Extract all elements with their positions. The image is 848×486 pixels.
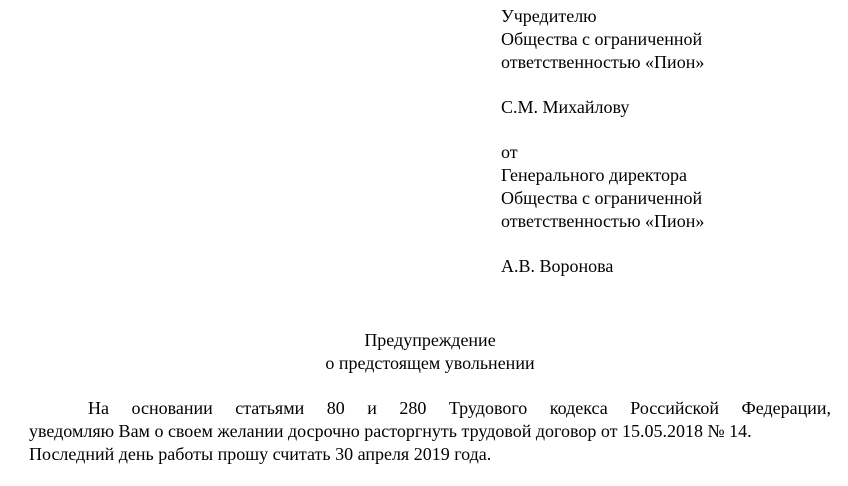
body-word: Российской bbox=[630, 398, 719, 418]
sender-label: от bbox=[501, 142, 518, 162]
body-word: Трудового bbox=[448, 398, 528, 418]
body-line-2: уведомляю Вам о своем желании досрочно расторгнуть трудовой договор от 15.05.2018 № 14. bbox=[29, 421, 752, 441]
sender-name: А.В. Воронова bbox=[501, 256, 614, 276]
body-line-1 bbox=[29, 397, 831, 420]
sender-position: Генерального директора bbox=[501, 165, 687, 185]
recipient-org-line-2: ответственностью «Пион» bbox=[501, 52, 705, 72]
body-word: Федерации, bbox=[741, 398, 831, 418]
body-word: основании bbox=[131, 398, 213, 418]
body-word: статьями bbox=[235, 398, 305, 418]
document-body bbox=[29, 397, 831, 466]
sender-org-line-2: ответственностью «Пион» bbox=[501, 211, 705, 231]
body-word: и bbox=[367, 398, 377, 418]
document-subtitle: о предстоящем увольнении bbox=[325, 353, 535, 373]
document-title: Предупреждение bbox=[364, 330, 496, 350]
addressee-block bbox=[501, 5, 704, 278]
body-word: 80 bbox=[326, 398, 345, 418]
body-word: 280 bbox=[399, 398, 427, 418]
recipient-org-line-1: Общества с ограниченной bbox=[501, 29, 703, 49]
body-word: кодекса bbox=[549, 398, 608, 418]
recipient-name: С.М. Михайлову bbox=[501, 97, 630, 117]
sender-org-line-1: Общества с ограниченной bbox=[501, 188, 703, 208]
body-word: На bbox=[88, 398, 109, 418]
body-line-3: Последний день работы прошу считать 30 апреля 2019 года. bbox=[29, 444, 492, 464]
recipient-label: Учредителю bbox=[501, 6, 597, 26]
